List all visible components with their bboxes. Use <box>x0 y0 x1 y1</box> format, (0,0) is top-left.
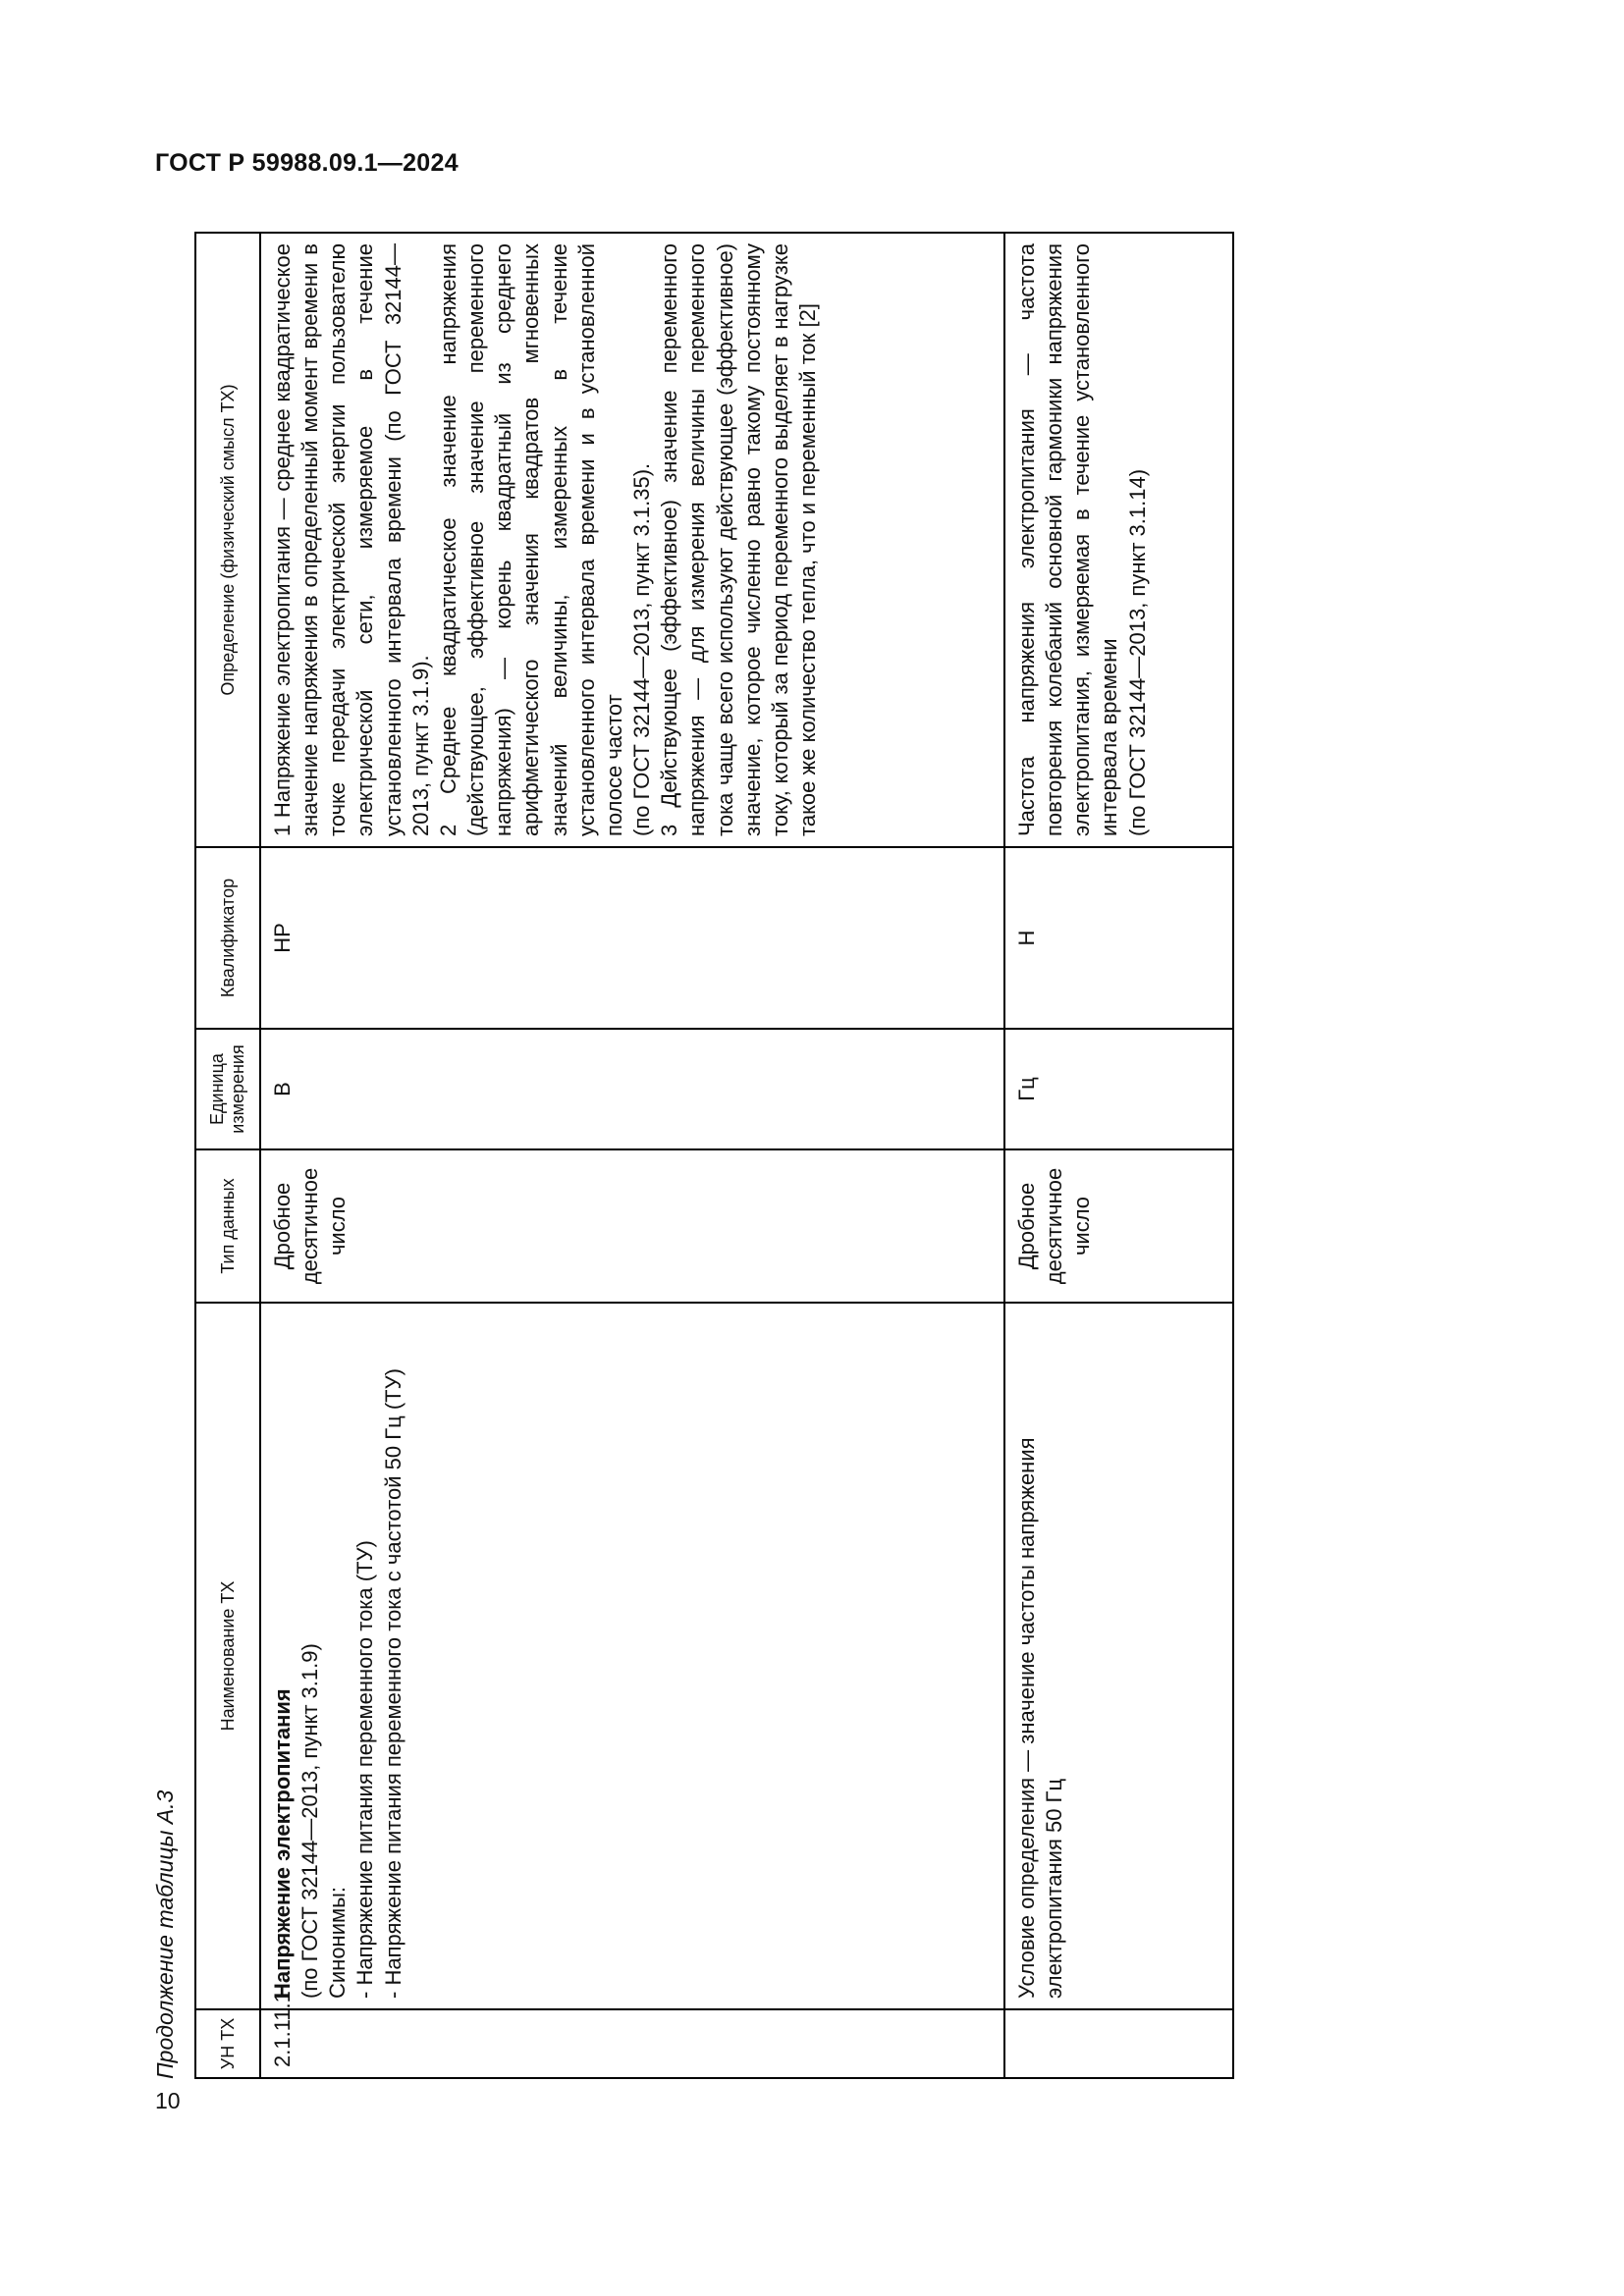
cell-qualifier: Н <box>1004 847 1233 1029</box>
definition-paragraph: 3 Действующее (эффективное) значение переменного напряжения — для измерения величины переменного тока чаще всего используют действующее (эффективное) значение, которое численно равно такому постоянному току, который за период переменного выделяет в нагрузке такое же количество тепла, что и переменный ток [2] <box>657 243 820 836</box>
definition-paragraph: (по ГОСТ 32144—2013, пункт 3.1.14) <box>1124 468 1150 836</box>
cell-code: 2.1.11.1 <box>260 2009 1004 2078</box>
cell-data-type: Дробное десятичное число <box>1004 1149 1233 1303</box>
column-header-code: УН ТХ <box>195 2009 260 2078</box>
name-reference: (по ГОСТ 32144—2013, пункт 3.1.9) <box>298 1643 323 1999</box>
cell-name <box>1004 1303 1233 2009</box>
column-header-data-type: Тип данных <box>195 1149 260 1303</box>
cell-definition <box>260 233 1004 847</box>
cell-definition <box>1004 233 1233 847</box>
characteristic-name: Напряжение электропитания <box>270 1688 295 1999</box>
document-header: ГОСТ Р 59988.09.1—2024 <box>155 149 459 177</box>
table-row <box>260 233 1004 2078</box>
synonym-item: - Напряжение питания переменного тока с частотой 50 Гц (ТУ) <box>380 1368 406 1999</box>
definition-condition: Условие определения — значение частоты напряжения электропитания 50 Гц <box>1014 1437 1067 1999</box>
cell-name <box>260 1303 1004 2009</box>
page-number: 10 <box>155 2088 181 2113</box>
cell-unit: Гц <box>1004 1029 1233 1149</box>
column-header-name: Наименование ТХ <box>195 1303 260 2009</box>
column-header-qualifier: Квалификатор <box>195 847 260 1029</box>
table-row <box>1004 233 1233 2078</box>
cell-unit: В <box>260 1029 1004 1149</box>
synonym-item: - Напряжение питания переменного тока (ТУ) <box>352 1540 378 1999</box>
column-header-definition: Определение (физический смысл ТХ) <box>195 233 260 847</box>
cell-qualifier: НР <box>260 847 1004 1029</box>
definition-paragraph: 1 Напряжение электропитания — среднее квадратическое значение напряжения в определенный момент времени в точке передачи электрической энергии пользователю электрической сети, измеряемое в течение установленного интервала времени (по ГОСТ 32144—2013, пункт 3.1.9). <box>270 243 433 836</box>
definition-paragraph: Частота напряжения электропитания — частота повторения колебаний основной гармоники напряжения электропитания, измеряемая в течение установленного интервала времени <box>1014 243 1122 836</box>
cell-data-type: Дробное десятичное число <box>260 1149 1004 1303</box>
table-header-row <box>195 233 260 2078</box>
characteristics-table <box>194 232 1234 2079</box>
synonyms-label: Синонимы: <box>325 1886 351 1999</box>
column-header-unit: Единица измерения <box>195 1029 260 1149</box>
definition-paragraph: (по ГОСТ 32144—2013, пункт 3.1.35). <box>629 462 655 836</box>
definition-paragraph: 2 Среднее квадратическое значение напряжения (действующее, эффективное значение переменного напряжения) — корень квадратный из среднего арифметического значения квадратов мгновенных значений величины, измеренных в течение установленного интервала времени и в установленной полосе частот <box>435 243 626 836</box>
table-caption: Продолжение таблицы А.3 <box>152 1789 178 2079</box>
cell-code <box>1004 2009 1233 2078</box>
rotated-table-block <box>137 234 1232 2079</box>
